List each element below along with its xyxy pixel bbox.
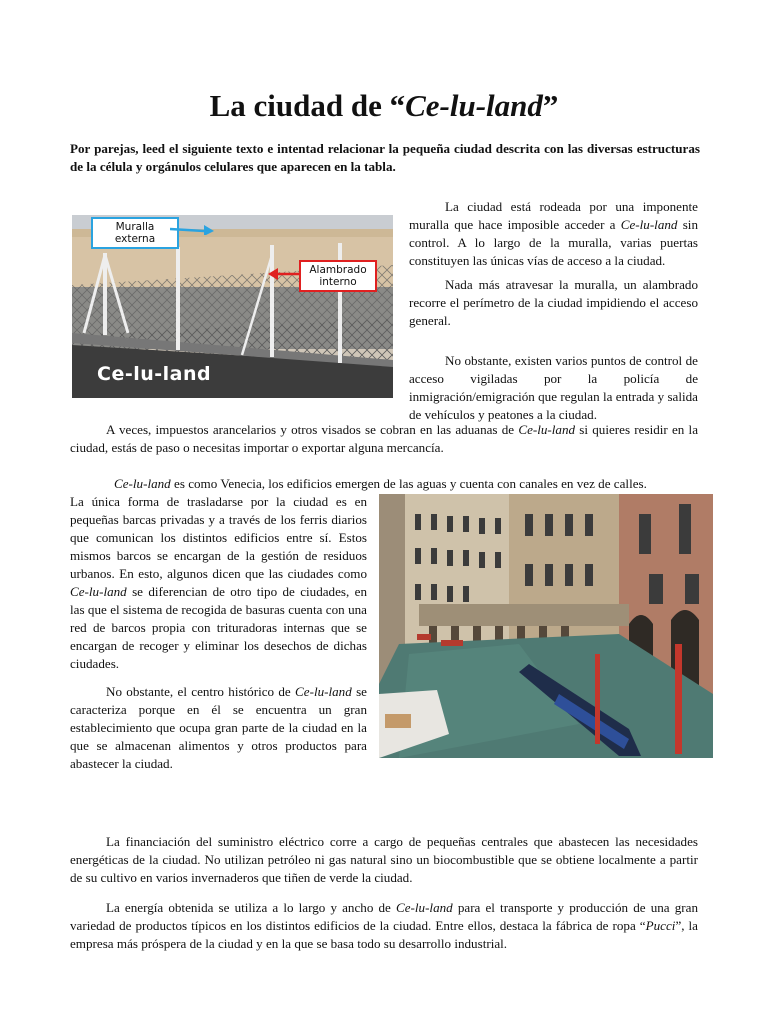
right-column-text [409, 198, 698, 424]
paragraph-alambrado: Nada más atravesar la muralla, un alambrado recorre el perímetro de la ciudad impidiendo el acceso general. [409, 277, 698, 328]
venice-canal-image [379, 494, 713, 758]
callout-outer-line2: externa [114, 233, 156, 245]
intro-instructions: Por parejas, leed el siguiente texto e intentad relacionar la pequeña ciudad descrita con las diversas estructuras de la célula y orgánulos celulares que aparecen en la tabla. [70, 141, 700, 174]
paragraph-muralla: La ciudad está rodeada por una imponente muralla que hace imposible acceder a Ce-lu-land sin control. A lo largo de la muralla, varias puertas constituyen las únicas vías de acceso a la ciudad. [409, 199, 698, 268]
title-italic: Ce-lu-land [405, 88, 543, 123]
callout-alambrado-interno [299, 260, 377, 292]
fence-image [72, 215, 393, 398]
venice-photo [379, 494, 713, 758]
paragraph-transporte: La única forma de trasladarse por la ciudad es en pequeñas barcas privadas y a través de los ferris diarios que comunican los distintos edificios entre sí. Estos mismos barcos se encargan de la gestión de residuos urbanos. En esto, algunos dicen que las ciudades como Ce-lu-land se diferencian de otro tipo de ciudades, en las que el sistema de recogida de basuras cuenta con una red de barcos propia con trituradoras internas que se encargan de recoger y eliminar los desechos de dichas ciudades. [70, 494, 367, 671]
title-suffix: ” [542, 88, 559, 123]
paragraph-centro-historico: No obstante, el centro histórico de Ce-lu-land se caracteriza porque en él se encuentra un gran establecimiento que ocupa gran parte de la ciudad en la que se almacenan alimentos y otros productos para abastecer la ciudad. [70, 684, 367, 771]
left-column-text [70, 493, 367, 773]
callout-muralla-externa [91, 217, 179, 249]
paragraph-venecia: Ce-lu-land es como Venecia, los edificios emergen de las aguas y cuenta con canales en vez de calles. [114, 476, 647, 491]
paragraph-energia: La energía obtenida se utiliza a lo largo y ancho de Ce-lu-land para el transporte y producción de una gran variedad de productos típicos en los distintos edificios de la ciudad. Entre ellos, destaca la fábrica de ropa “Pucci”, la empresa más próspera de la ciudad y en la que se basa todo su desarrollo industrial. [70, 900, 698, 951]
paragraph-aduanas: A veces, impuestos arancelarios y otros visados se cobran en las aduanas de Ce-lu-land si quieres residir en la ciudad, estás de paso o necesitas importar o exportar alguna mercancía. [70, 422, 699, 455]
callout-inner-line1: Alambrado [309, 264, 367, 276]
callout-inner-line2: interno [319, 276, 357, 288]
callout-outer-line1: Muralla [115, 221, 155, 233]
paragraph-control: No obstante, existen varios puntos de control de acceso vigiladas por la policía de inmigración/emigración que regulan la entrada y salida de vehículos y peatones a la ciudad. [409, 353, 698, 422]
red-arrow-icon [268, 267, 302, 281]
page-title [0, 86, 768, 126]
title-prefix: La ciudad de “ [209, 88, 406, 123]
blue-arrow-icon [170, 221, 214, 235]
paragraph-financiacion: La financiación del suministro eléctrico corre a cargo de pequeñas centrales que abastecen las necesidades energéticas de la ciudad. No utilizan petróleo ni gas natural sino un biocombustible que se obtiene localmente a partir de su cultivo en varios invernaderos que tiñen de verde la ciudad. [70, 834, 698, 885]
celuland-brand-label: Ce-lu-land [97, 363, 212, 385]
